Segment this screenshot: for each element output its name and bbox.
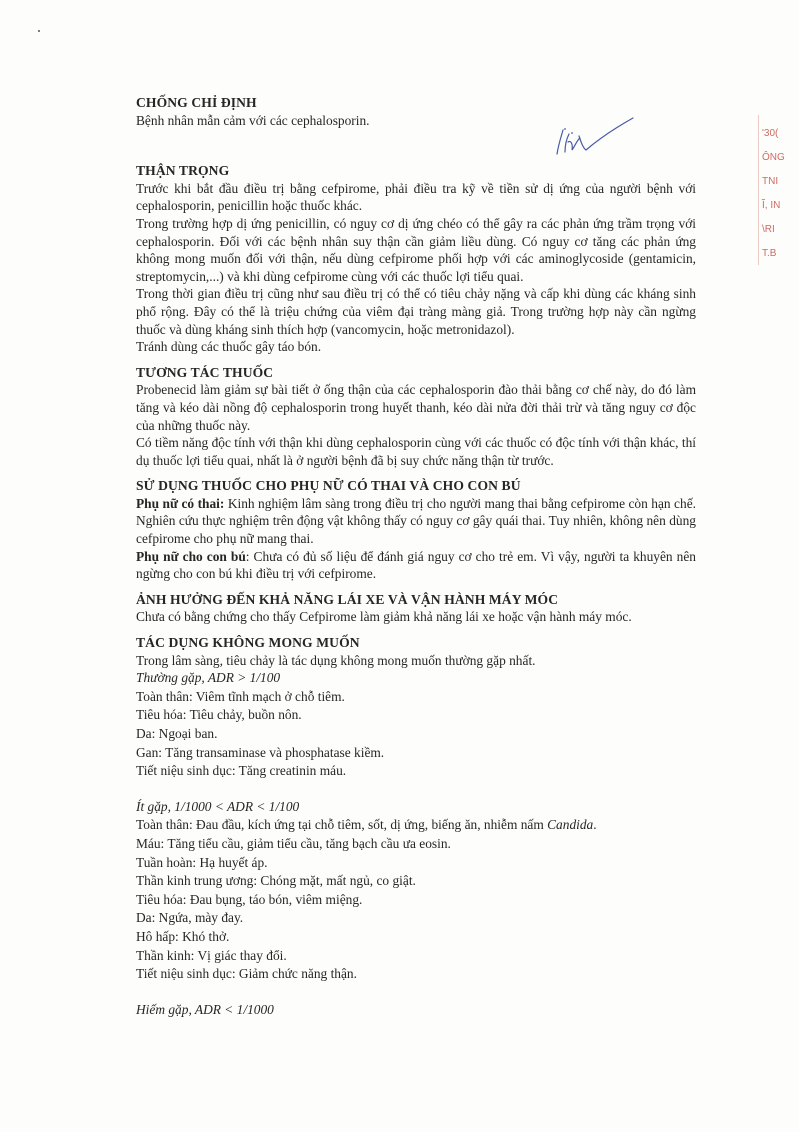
frequency-title: Hiếm gặp, ADR < 1/1000 <box>136 1001 274 1017</box>
section-heading: THẬN TRỌNG <box>136 163 230 179</box>
list-item: Tiết niệu sinh dục: Giảm chức năng thận. <box>136 966 357 982</box>
paragraph: Trong lâm sàng, tiêu chảy là tác dụng không mong muốn thường gặp nhất. <box>136 652 536 668</box>
stamp-text: TNI <box>762 176 779 187</box>
list-item-text: . <box>593 817 597 833</box>
frequency-title: Ít gặp, 1/1000 < ADR < 1/100 <box>136 798 300 814</box>
list-item: Tiêu hóa: Đau bụng, táo bón, viêm miệng. <box>136 891 363 907</box>
list-item: Thần kinh: Vị giác thay đổi. <box>136 947 287 963</box>
list-item: Gan: Tăng transaminase và phosphatase kiềm. <box>136 744 385 760</box>
list-item: Tiêu hóa: Tiêu chảy, buồn nôn. <box>136 707 302 723</box>
stamp-text: \RI <box>762 224 775 235</box>
stamp-text: Ĩ, IN <box>762 200 781 211</box>
rare-effects-list <box>136 1001 696 1020</box>
list-item <box>136 816 696 835</box>
frequency-title: Thường gặp, ADR > 1/100 <box>136 670 281 686</box>
section-heading: SỬ DỤNG THUỐC CHO PHỤ NỮ CÓ THAI VÀ CHO CON BÚ <box>136 478 521 494</box>
list-item: Máu: Tăng tiểu cầu, giảm tiểu cầu, tăng bạch cầu ưa eosin. <box>136 835 451 851</box>
breastfeeding-text: : Chưa có đủ số liệu để đánh giá nguy cơ cho trẻ em. Vì vậy, người ta khuyên nên ngừng cho con bú khi điều trị với cefpirome. <box>136 548 696 582</box>
section-interactions <box>136 364 696 470</box>
paragraph: Có tiềm năng độc tính với thận khi dùng cephalosporin cùng với các thuốc có độc tính với thận khác, thí dụ thuốc lợi tiểu quai, nhất là ở người bệnh đã bị suy chức năng thận từ trước. <box>136 435 696 468</box>
section-adverse-effects <box>136 634 696 1019</box>
section-heading: ẢNH HƯỞNG ĐẾN KHẢ NĂNG LÁI XE VÀ VẬN HÀNH MÁY MÓC <box>136 591 559 607</box>
scan-speck <box>38 30 40 32</box>
breastfeeding-label: Phụ nữ cho con bú <box>136 548 246 564</box>
paragraph: Bệnh nhân mẫn cảm với các cephalosporin. <box>136 112 370 128</box>
paragraph <box>136 548 696 583</box>
pregnant-label: Phụ nữ có thai: <box>136 495 225 511</box>
section-pregnancy <box>136 477 696 583</box>
stamp-text: '30( <box>762 128 779 139</box>
stamp-text: T.B <box>762 248 777 259</box>
list-item: Da: Ngứa, mày đay. <box>136 910 244 926</box>
paragraph: Probenecid làm giảm sự bài tiết ở ống thận của các cephalosporin đào thải bằng cơ chế này, do đó làm tăng và kéo dài nồng độ cephalosporin trong huyết thanh, kéo dài nửa đời thải trừ và tăng nguy cơ độc của những thuốc này. <box>136 382 696 433</box>
stamp-text: ÔNG <box>762 152 785 163</box>
document-body <box>136 94 696 1019</box>
paragraph: Tránh dùng các thuốc gây táo bón. <box>136 339 322 355</box>
list-item: Toàn thân: Viêm tĩnh mạch ở chỗ tiêm. <box>136 688 345 704</box>
list-item: Hô hấp: Khó thở. <box>136 928 230 944</box>
paragraph: Trong thời gian điều trị cũng như sau điều trị có thể có tiêu chảy nặng và cấp khi dùng các kháng sinh phổ rộng. Đây có thể là triệu chứng của viêm đại tràng màng giả. Trong trường hợp này cần ngừng thuốc và dùng kháng sinh thích hợp (vancomycin, hoặc metronidazol). <box>136 286 696 337</box>
section-contraindications <box>136 94 696 129</box>
uncommon-effects-list <box>136 798 696 984</box>
list-item-text: Toàn thân: Đau đầu, kích ứng tại chỗ tiêm, sốt, dị ứng, biếng ăn, nhiễm nấm <box>136 817 548 833</box>
list-item: Thần kinh trung ương: Chóng mặt, mất ngủ, co giật. <box>136 873 416 889</box>
section-heading: TƯƠNG TÁC THUỐC <box>136 364 274 380</box>
pregnant-text: Kinh nghiệm lâm sàng trong điều trị cho người mang thai bằng cefpirome còn hạn chế. Nghiên cứu thực nghiệm trên động vật không thấy có nguy cơ gây quái thai. Tuy nhiên, không nên dùng cefpirome cho phụ nữ mang thai. <box>136 495 696 547</box>
section-heading: CHỐNG CHỈ ĐỊNH <box>136 95 257 110</box>
paragraph <box>136 495 696 548</box>
list-item: Da: Ngoại ban. <box>136 726 218 741</box>
common-effects-list <box>136 669 696 781</box>
list-item-italic: Candida <box>547 817 594 833</box>
list-item: Tiết niệu sinh dục: Tăng creatinin máu. <box>136 763 347 779</box>
section-precautions <box>136 162 696 356</box>
stamp-fragment <box>762 122 799 272</box>
paragraph: Trước khi bắt đầu điều trị bằng cefpirome, phải điều tra kỹ về tiền sử dị ứng của người bệnh với cephalosporin, penicillin hoặc thuốc khác. <box>136 180 696 214</box>
paragraph: Trong trường hợp dị ứng penicillin, có nguy cơ dị ứng chéo có thể gây ra các phản ứng trầm trọng với cephalosporin. Đối với các bệnh nhân suy thận cần giảm liều dùng. Có nguy cơ tăng các phản ứng không mong muốn đối với thận, nếu dùng cefpirome phối hợp với các aminoglycoside (gentamicin, streptomycin,...) và khi dùng cefpirome cùng với các thuốc lợi tiểu quai. <box>136 215 696 284</box>
section-heading: TÁC DỤNG KHÔNG MONG MUỐN <box>136 635 360 651</box>
paragraph: Chưa có bằng chứng cho thấy Cefpirome làm giảm khả năng lái xe hoặc vận hành máy móc. <box>136 609 632 625</box>
list-item: Tuần hoàn: Hạ huyết áp. <box>136 854 268 870</box>
section-driving <box>136 591 696 626</box>
